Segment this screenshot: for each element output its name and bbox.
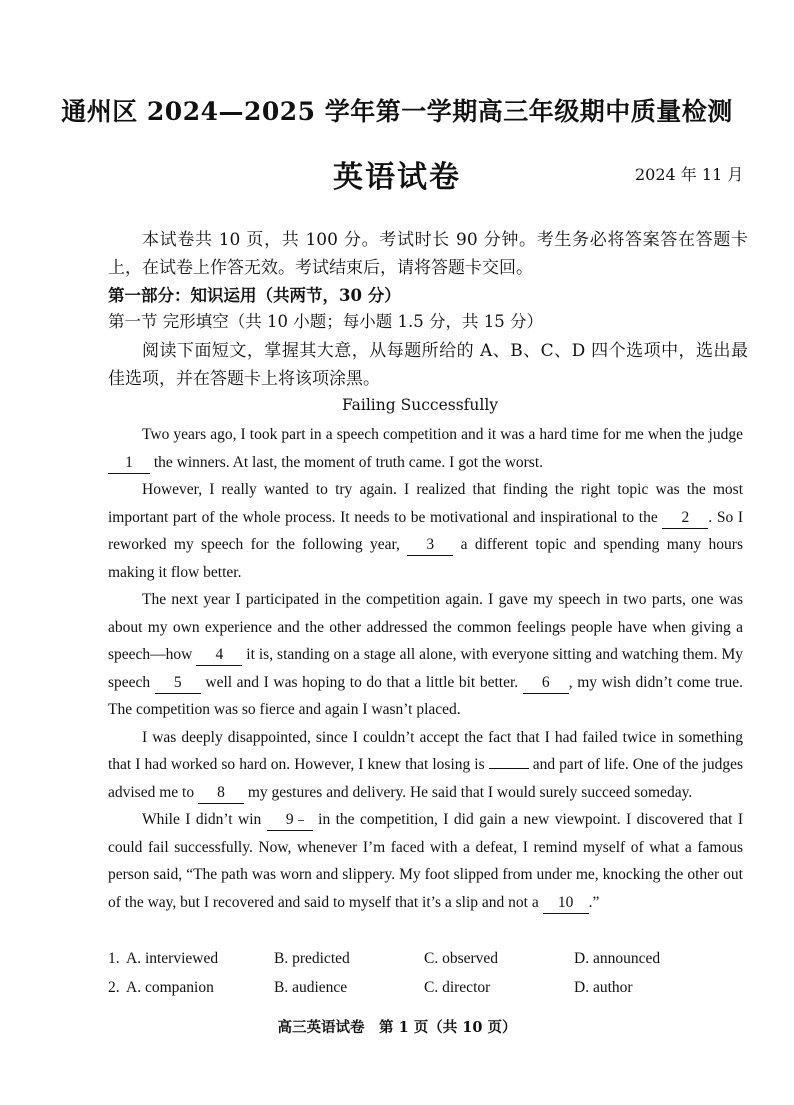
text-run: While I didn’t win bbox=[142, 811, 267, 828]
option-a: A. interviewed bbox=[126, 950, 219, 967]
option-d: D. announced bbox=[574, 950, 661, 967]
stray-mark bbox=[298, 820, 304, 821]
blank-6: 6 bbox=[523, 673, 569, 694]
text-run: a different topic and spending many hours making it flow better. bbox=[108, 536, 743, 581]
text-run: my gestures and delivery. He said that I would surely succeed someday. bbox=[243, 783, 693, 801]
option-b: B. audience bbox=[274, 979, 348, 996]
text-run: in the competition, I did gain a new viewpoint. I discovered that I could fail successfully. Now, whenever I’m faced with a defeat, I remind myself of what a famous person said, “The path was worn and slippery. My foot slipped from under me, knocking the other out of the way, but I recovered and said to myself that it’s a slip and not a bbox=[108, 811, 744, 911]
blank-3: 3 bbox=[407, 535, 453, 556]
blank-8: 8 bbox=[198, 783, 244, 804]
paragraph-1 bbox=[108, 421, 743, 476]
option-c: C. observed bbox=[424, 950, 499, 967]
text-run: .” bbox=[588, 893, 600, 911]
question-number: 1. bbox=[108, 950, 120, 967]
page-footer: 高三英语试卷 第 1 页（共 10 页） bbox=[277, 1019, 517, 1036]
text-run: Two years ago, I took part in a speech competition and it was a hard time for me when the judge bbox=[142, 426, 743, 443]
exam-instructions: 本试卷共 10 页，共 100 分。考试时长 90 分钟。考生务必将答案答在答题卡上，在试卷上作答无效。考试结束后，请将答题卡交回。 bbox=[108, 230, 748, 278]
paragraph-4 bbox=[108, 724, 743, 807]
option-c: C. director bbox=[424, 979, 491, 996]
subject-title: 英语试卷 bbox=[333, 160, 461, 195]
text-run: I was deeply disappointed, since I couldn’t accept the fact that I had failed twice in something that I had worked so hard on. However, I knew that losing is bbox=[108, 728, 743, 773]
cloze-passage bbox=[108, 421, 743, 916]
paragraph-3 bbox=[108, 586, 743, 724]
exam-date: 2024 年 11 月 bbox=[635, 165, 744, 184]
blank-2: 2 bbox=[662, 508, 708, 529]
text-run: The next year I participated in the competition again. I gave my speech in two parts, one was about my own experience and the other addressed the common feelings people have when giving a speech—how bbox=[108, 591, 743, 663]
text-run: the winners. At last, the moment of truth came. I got the worst. bbox=[150, 453, 544, 471]
text-run: it is, standing on a stage all alone, with everyone sitting and watching them. My speech bbox=[108, 646, 743, 691]
option-d: D. author bbox=[574, 979, 633, 996]
section-heading: 第一节 完形填空（共 10 小题；每小题 1.5 分，共 15 分） bbox=[108, 312, 543, 331]
exam-title: 通州区 2024—2025 学年第一学期高三年级期中质量检测 bbox=[61, 97, 733, 126]
blank-1: 1 bbox=[108, 453, 150, 474]
paragraph-5 bbox=[108, 806, 743, 916]
blank-7 bbox=[489, 768, 529, 769]
paragraph-2 bbox=[108, 476, 743, 586]
text-run: . So I reworked my speech for the following year, bbox=[108, 508, 743, 553]
blank-9: 9 bbox=[267, 810, 313, 831]
question-number: 2. bbox=[108, 979, 120, 996]
text-run: well and I was hoping to do that a little bit better. bbox=[200, 673, 523, 691]
text-run: However, I really wanted to try again. I realized that finding the right topic was the most important part of the whole process. It needs to be motivational and inspirational to the bbox=[108, 481, 743, 526]
option-b: B. predicted bbox=[274, 950, 350, 967]
blank-4: 4 bbox=[196, 645, 242, 666]
section-instruction: 阅读下面短文，掌握其大意，从每题所给的 A、B、C、D 四个选项中，选出最佳选项，并在答题卡上将该项涂黑。 bbox=[108, 341, 748, 389]
text-run: , my wish didn’t come true. The competition was so fierce and again I wasn’t placed. bbox=[108, 673, 744, 718]
passage-title: Failing Successfully bbox=[341, 396, 499, 414]
blank-10: 10 bbox=[543, 893, 589, 914]
blank-5: 5 bbox=[155, 673, 201, 694]
option-a: A. companion bbox=[126, 979, 214, 996]
part-heading: 第一部分：知识运用（共两节，30 分） bbox=[108, 286, 401, 305]
text-run: and part of life. One of the judges advised me to bbox=[108, 756, 743, 801]
